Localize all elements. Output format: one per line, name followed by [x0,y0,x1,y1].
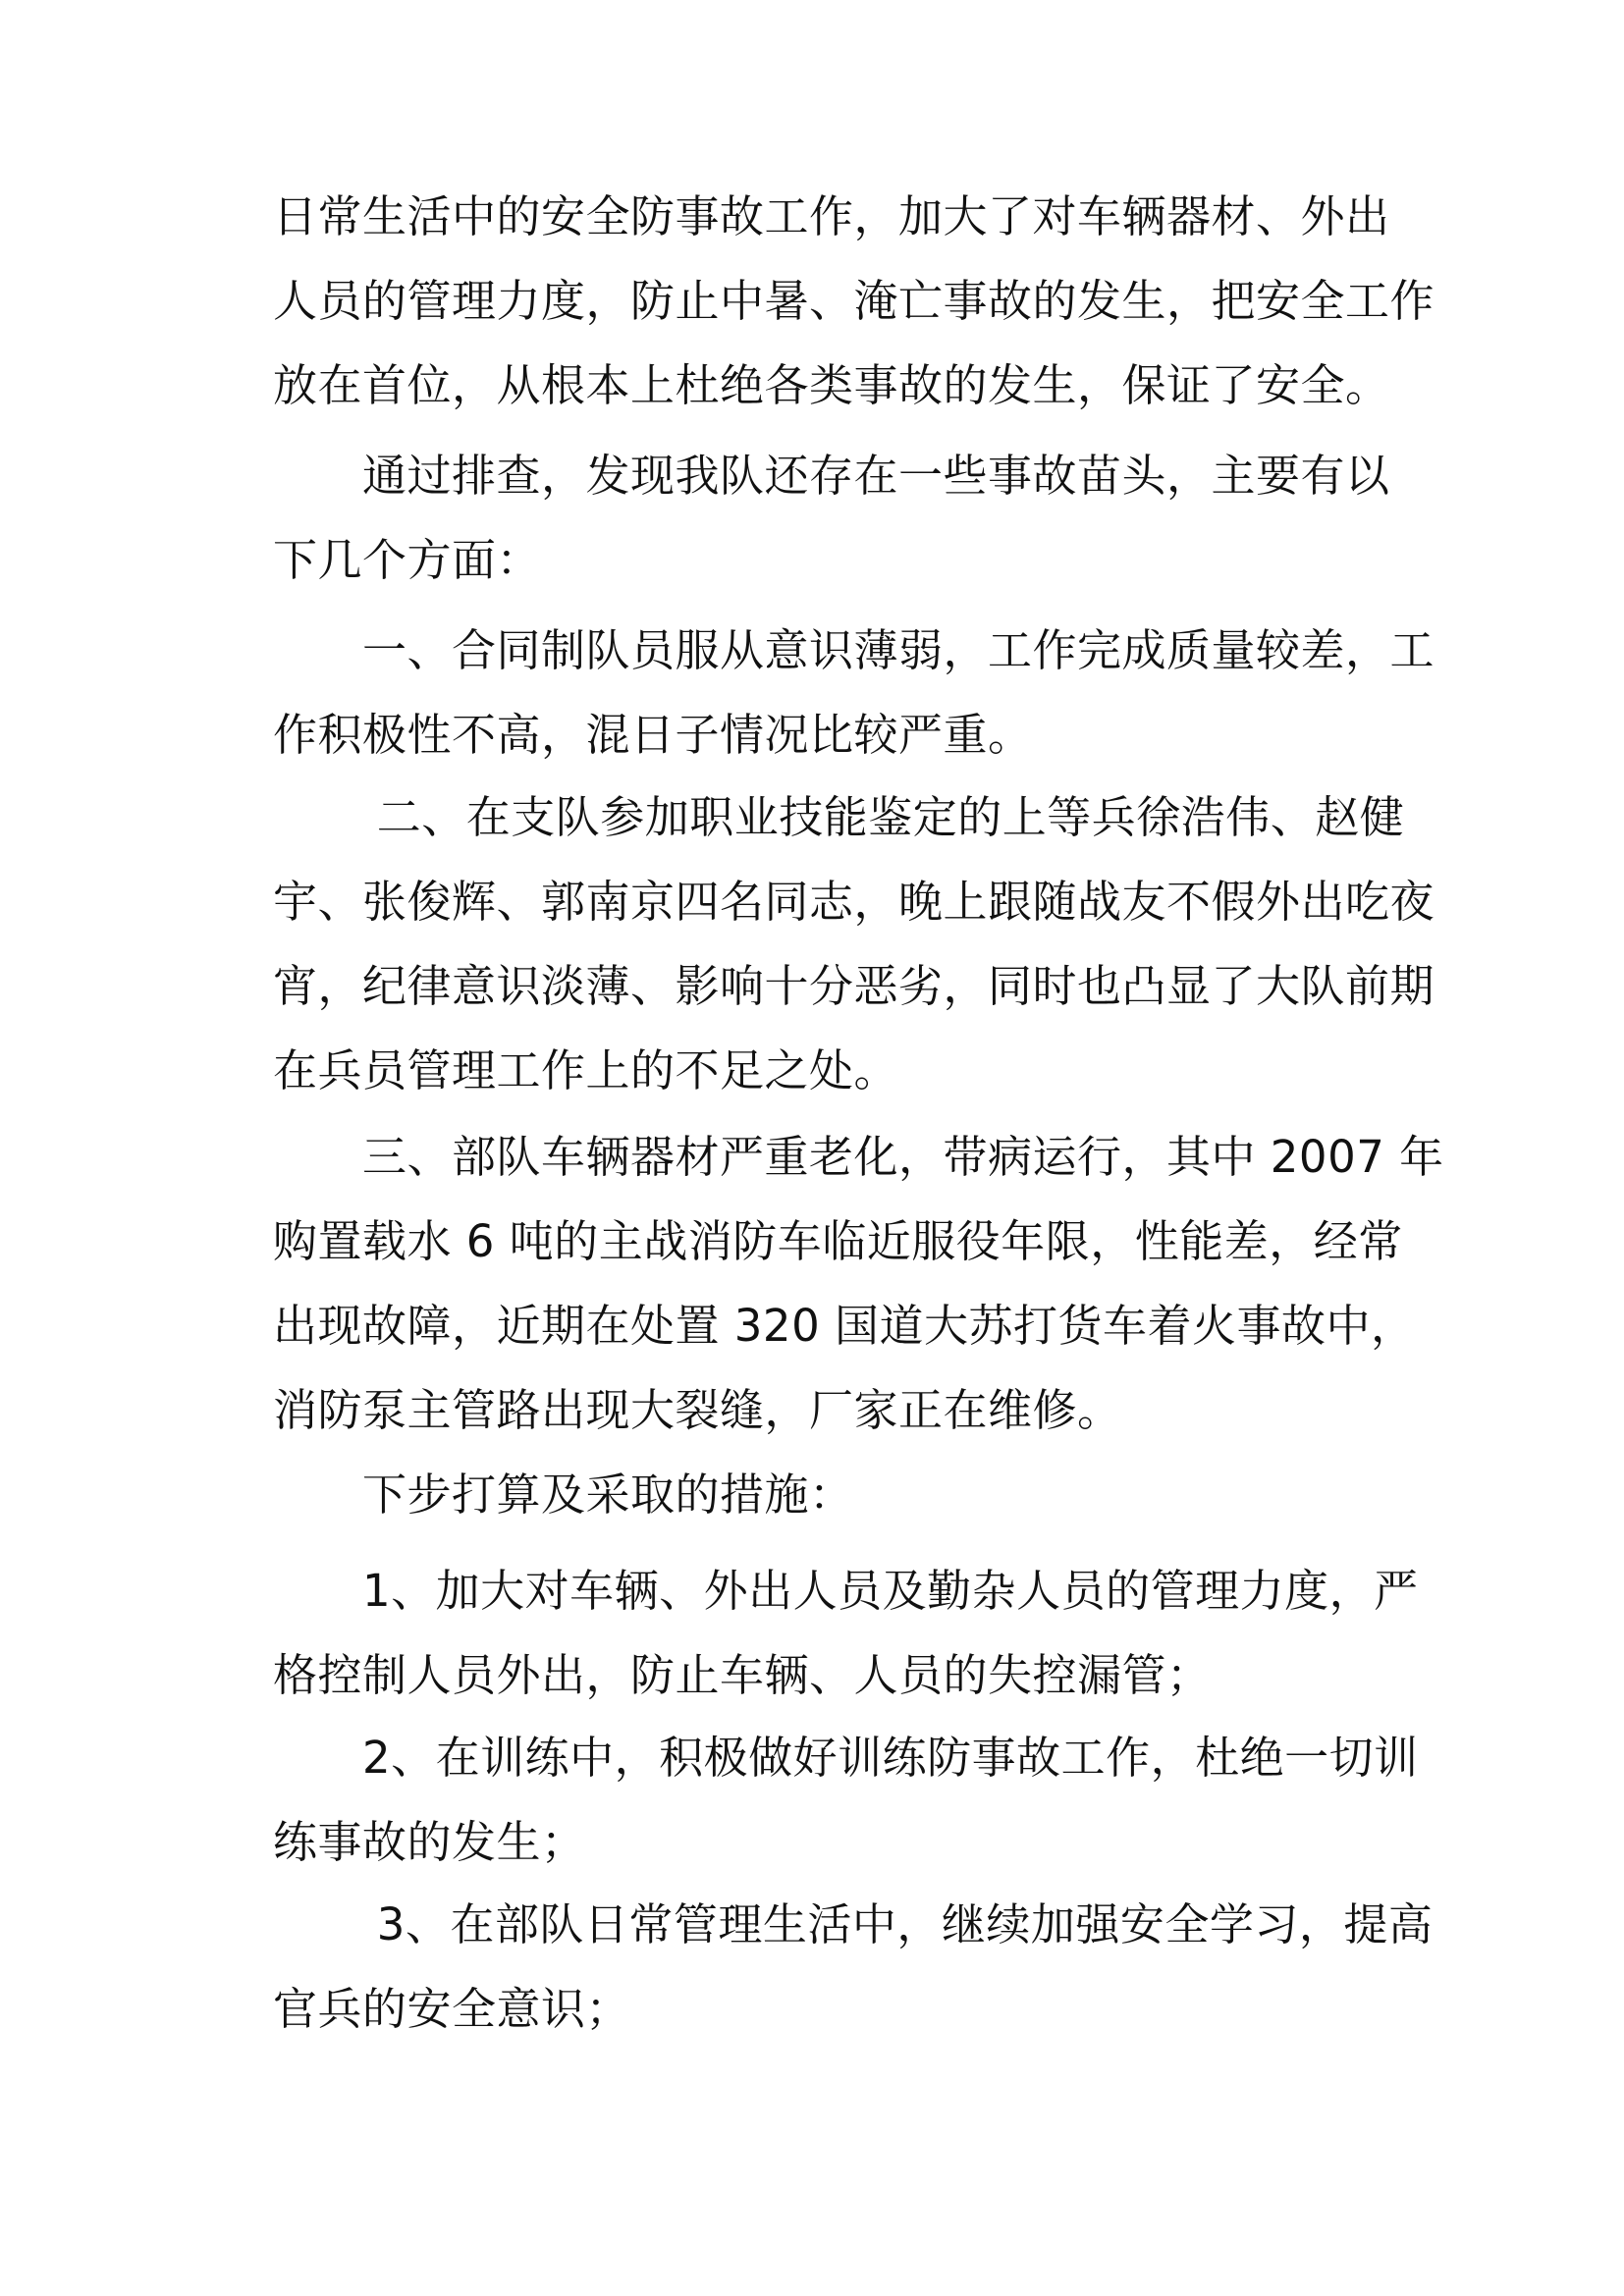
paragraph-issue-one [273,609,1435,777]
text-line: 下几个方面： [273,534,542,586]
paragraph-safety-work [273,175,1435,428]
text-line: 通过排查，发现我队还存在一些事故苗头，主要有以 [273,450,1390,502]
paragraph-issue-two [273,775,1435,1113]
text-line: 放在首位，从根本上杜绝各类事故的发生，保证了安全。 [273,359,1390,411]
text-line: 作积极性不高，混日子情况比较严重。 [273,709,1033,761]
text-line: 官兵的安全意识； [273,1983,631,2035]
text-line: 购置载水 6 吨的主战消防车临近服役年限，性能差，经常 [273,1215,1403,1267]
text-line: 三、部队车辆器材严重老化，带病运行，其中 2007 年 [273,1131,1444,1183]
paragraph-next-steps-heading [273,1453,1363,1537]
text-line: 1、加大对车辆、外出人员及勤杂人员的管理力度，严 [273,1565,1419,1617]
text-line: 在兵员管理工作上的不足之处。 [273,1044,899,1096]
text-line: 格控制人员外出，防止车辆、人员的失控漏管； [273,1649,1212,1701]
text-line: 出现故障，近期在处置 320 国道大苏打货车着火事故中， [273,1300,1416,1352]
text-line: 宵，纪律意识淡薄、影响十分恶劣，同时也凸显了大队前期 [273,960,1435,1012]
text-line: 宇、张俊辉、郭南京四名同志，晚上跟随战友不假外出吃夜 [273,876,1435,928]
text-line: 日常生活中的安全防事故工作，加大了对车辆器材、外出 [273,190,1390,242]
text-line: 练事故的发生； [273,1816,586,1868]
text-line: 2、在训练中，积极做好训练防事故工作，杜绝一切训 [273,1732,1419,1784]
paragraph-issue-three [273,1115,1444,1453]
paragraph-inspection-intro [273,434,1390,603]
text-line: 下步打算及采取的措施： [273,1468,854,1521]
text-line: 一、合同制队员服从意识薄弱，工作完成质量较差，工 [273,624,1435,676]
paragraph-measure-two [273,1716,1419,1885]
text-line: 消防泵主管路出现大裂缝，厂家正在维修。 [273,1384,1122,1436]
text-line: 二、在支队参加职业技能鉴定的上等兵徐浩伟、赵健 [273,791,1405,843]
paragraph-measure-three [273,1883,1434,2052]
text-line: 3、在部队日常管理生活中，继续加强安全学习，提高 [273,1898,1434,1950]
text-line: 人员的管理力度，防止中暑、淹亡事故的发生，把安全工作 [273,275,1435,327]
paragraph-measure-one [273,1549,1419,1718]
